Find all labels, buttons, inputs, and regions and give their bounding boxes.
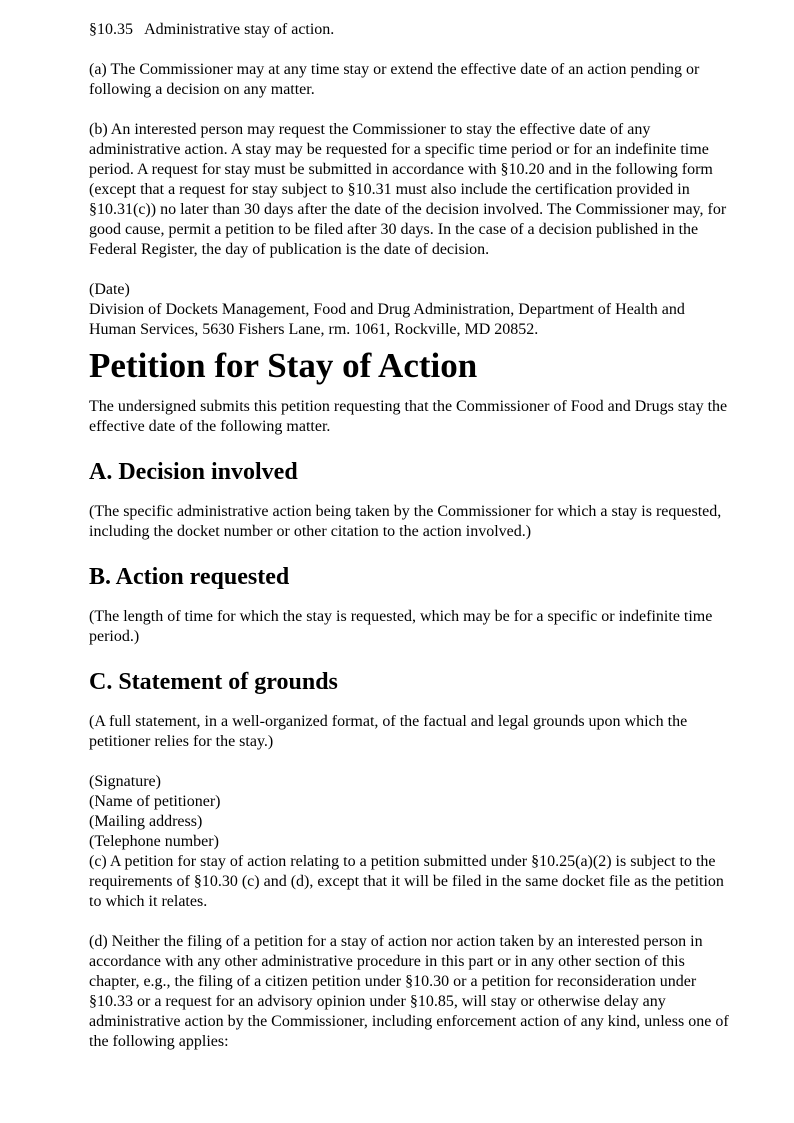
- paragraph-d: (d) Neither the filing of a petition for a stay of action nor action taken by an interested person in accordance with any other administrative procedure in this part or in any other section of this chapter, e.g., the filing of a citizen petition under §10.30 or a petition for reconsideration under §10.33 or a request for an advisory opinion under §10.85, will stay or otherwise delay any administrative action by the Commissioner, including enforcement action of any kind, unless one of the following applies:: [89, 933, 729, 1050]
- filing-address: Division of Dockets Management, Food and Drug Administration, Department of Health and Human Services, 5630 Fishers Lane, rm. 1061, Rockville, MD 20852.: [89, 301, 685, 338]
- form-section-c-heading: C. Statement of grounds: [89, 669, 338, 695]
- form-section-b-heading: B. Action requested: [89, 564, 290, 590]
- paragraph-a: (a) The Commissioner may at any time stay or extend the effective date of an action pending or following a decision on any matter.: [89, 61, 700, 98]
- petitioner-name-line: (Name of petitioner): [89, 793, 221, 810]
- section-number: §10.35: [89, 21, 133, 38]
- paragraph-b: (b) An interested person may request the Commissioner to stay the effective date of any administrative action. A stay may be requested for a specific time period or for an indefinite time period. A request for stay must be submitted in accordance with §10.20 and in the following form (except that a request for stay subject to §10.31 must also include the certification provided in §10.31(c)) no later than 30 days after the date of the decision involved. The Commissioner may, for good cause, permit a petition to be filed after 30 days. In the case of a decision published in the Federal Register, the day of publication is the date of decision.: [89, 121, 727, 258]
- mailing-address-line: (Mailing address): [89, 813, 203, 830]
- form-section-c-body: (A full statement, in a well-organized format, of the factual and legal grounds upon which the petitioner relies for the stay.): [89, 713, 688, 750]
- form-section-a-heading: A. Decision involved: [89, 459, 298, 485]
- form-title: Petition for Stay of Action: [89, 346, 478, 385]
- form-intro: The undersigned submits this petition requesting that the Commissioner of Food and Drugs stay the effective date of the following matter.: [89, 398, 728, 435]
- date-label: (Date): [89, 281, 130, 298]
- telephone-line: (Telephone number): [89, 833, 219, 850]
- form-section-b-body: (The length of time for which the stay is requested, which may be for a specific or indefinite time period.): [89, 608, 713, 645]
- signature-block: [89, 772, 729, 852]
- document-page: [89, 20, 729, 1052]
- section-heading: [89, 20, 729, 40]
- signature-line: (Signature): [89, 773, 161, 790]
- section-title: Administrative stay of action.: [144, 21, 335, 38]
- paragraph-c: (c) A petition for stay of action relating to a petition submitted under §10.25(a)(2) is subject to the requirements of §10.30 (c) and (d), except that it will be filed in the same docket file as the petition to which it relates.: [89, 853, 724, 910]
- address-block: [89, 280, 729, 340]
- form-section-a-body: (The specific administrative action being taken by the Commissioner for which a stay is requested, including the docket number or other citation to the action involved.): [89, 503, 722, 540]
